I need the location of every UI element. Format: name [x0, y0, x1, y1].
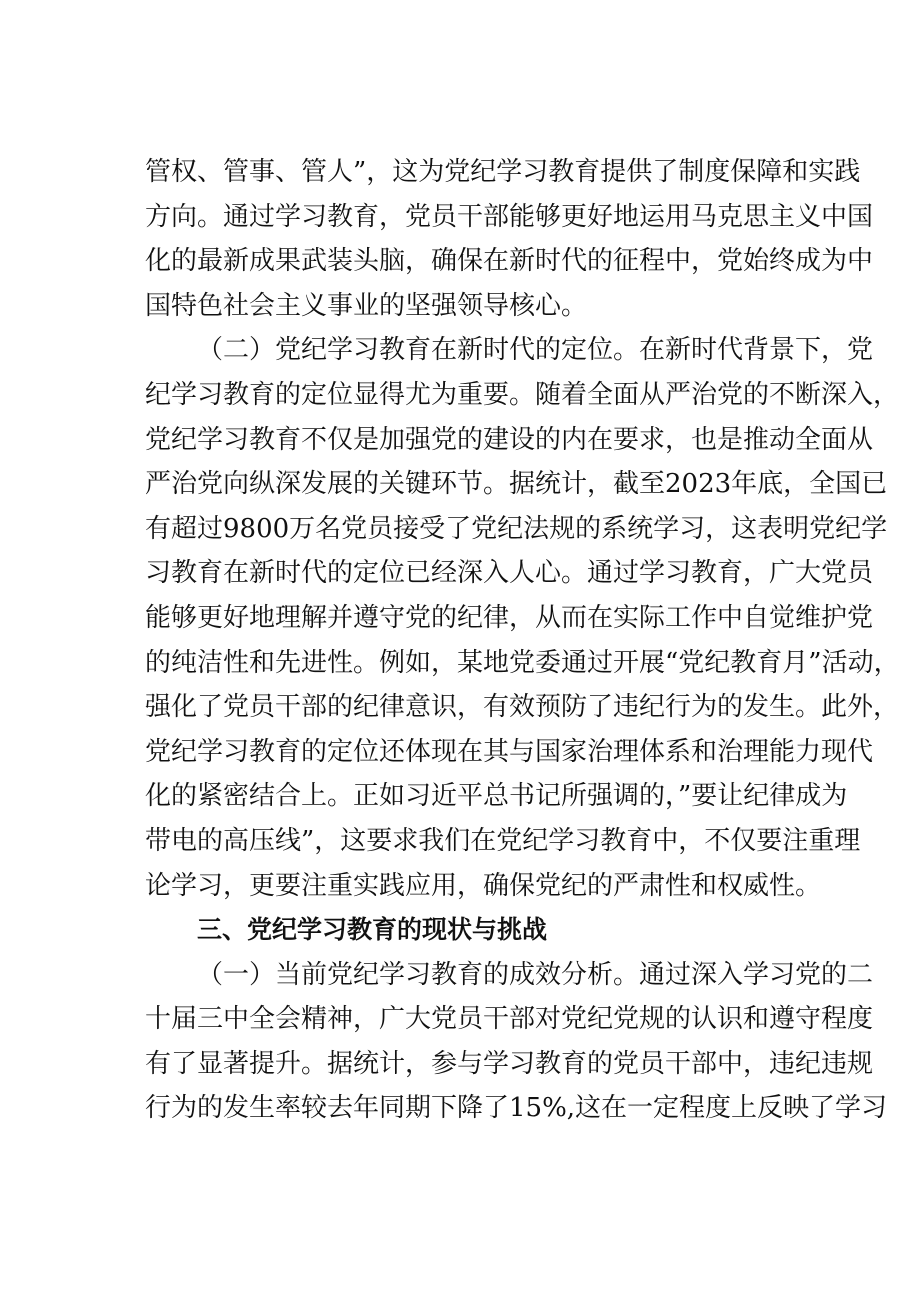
text-line: 纪学习教育的定位显得尤为重要。随着全面从严治党的不断深入， [145, 379, 900, 410]
text-line: 行为的发生率较去年同期下降了15%,这在一定程度上反映了学习 [145, 1093, 888, 1124]
text-line: 严治党向纵深发展的关键环节。据统计，截至2023年底，全国已 [145, 469, 888, 500]
text-line: 管权、管事、管人”，这为党纪学习教育提供了制度保障和实践 [145, 157, 861, 187]
paragraph-1 [145, 150, 874, 328]
section-heading-text: 三、党纪学习教育的现状与挑战 [197, 915, 548, 945]
text-line: 方向。通过学习教育，党员干部能够更好地运用马克思主义中国 [145, 201, 874, 232]
text-line: 党纪学习教育不仅是加强党的建设的内在要求，也是推动全面从 [145, 424, 874, 455]
text-line: （二）党纪学习教育在新时代的定位。在新时代背景下，党 [197, 335, 874, 366]
text-line: 带电的高压线”，这要求我们在党纪学习教育中，不仅要注重理 [145, 825, 861, 856]
text-line: 有超过9800万名党员接受了党纪法规的系统学习，这表明党纪学 [145, 513, 888, 544]
text-line: 有了显著提升。据统计，参与学习教育的党员干部中，违纪违规 [145, 1048, 874, 1079]
paragraph-2 [145, 328, 900, 908]
paragraph-3 [145, 953, 888, 1131]
text-line: 习教育在新时代的定位已经深入人心。通过学习教育，广大党员 [145, 558, 874, 589]
section-heading [145, 908, 795, 953]
text-line: 能够更好地理解并遵守党的纪律，从而在实际工作中自觉维护党 [145, 602, 874, 633]
text-line: 化的最新成果武装头脑，确保在新时代的征程中，党始终成为中 [145, 246, 874, 277]
text-line: 十届三中全会精神，广大党员干部对党纪党规的认识和遵守程度 [145, 1004, 874, 1035]
text-line: 党纪学习教育的定位还体现在其与国家治理体系和治理能力现代 [145, 736, 874, 767]
document-page [145, 150, 900, 1131]
text-line: 国特色社会主义事业的坚强领导核心。 [145, 290, 588, 321]
text-line: 强化了党员干部的纪律意识，有效预防了违纪行为的发生。此外， [145, 692, 900, 723]
text-line: 论学习，更要注重实践应用，确保党纪的严肃性和权威性。 [145, 870, 822, 901]
text-line: 化的紧密结合上。正如习近平总书记所强调的，”要让纪律成为 [145, 781, 848, 812]
text-line: （一）当前党纪学习教育的成效分析。通过深入学习党的二 [197, 959, 874, 990]
text-line: 的纯洁性和先进性。例如，某地党委通过开展“党纪教育月”活动， [145, 647, 900, 678]
